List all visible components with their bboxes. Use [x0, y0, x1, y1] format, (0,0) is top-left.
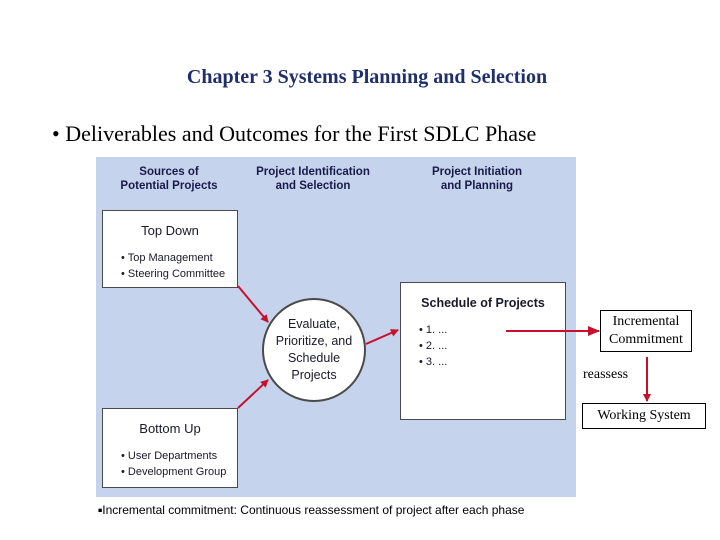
bottom-up-title: Bottom Up — [139, 421, 201, 436]
footnote-text: Incremental commitment: Continuous reassessment of project after each phase — [102, 503, 525, 517]
list-item: • 2. ... — [419, 338, 565, 354]
list-item: • User Departments — [121, 448, 237, 464]
incremental-commitment-box: Incremental Commitment — [600, 310, 692, 352]
list-item: • 1. ... — [419, 322, 565, 338]
reassess-label: reassess — [583, 367, 629, 382]
footnote — [98, 503, 524, 517]
footnote-bullet-icon: ■ — [98, 507, 103, 515]
subtitle: • Deliverables and Outcomes for the First SDLC Phase — [52, 121, 537, 146]
column-header-identification: Project Identification and Selection — [256, 166, 370, 192]
schedule-arrow — [366, 330, 398, 344]
list-item: • Development Group — [121, 464, 237, 480]
list-item: • Steering Committee — [121, 266, 237, 282]
column-header-sources: Sources of Potential Projects — [120, 166, 218, 192]
top-down-arrow — [238, 286, 268, 322]
working-system-box: Working System — [582, 403, 706, 429]
top-down-title: Top Down — [141, 223, 199, 238]
page-title: Chapter 3 Systems Planning and Selection — [186, 66, 548, 88]
bottom-up-arrow — [238, 380, 268, 408]
schedule-title: Schedule of Projects — [421, 296, 545, 310]
evaluate-circle: Evaluate, Prioritize, and Schedule Projects — [262, 298, 366, 402]
list-item: • 3. ... — [419, 354, 565, 370]
list-item: • Top Management — [121, 250, 237, 266]
column-header-initiation: Project Initiation and Planning — [431, 166, 523, 192]
